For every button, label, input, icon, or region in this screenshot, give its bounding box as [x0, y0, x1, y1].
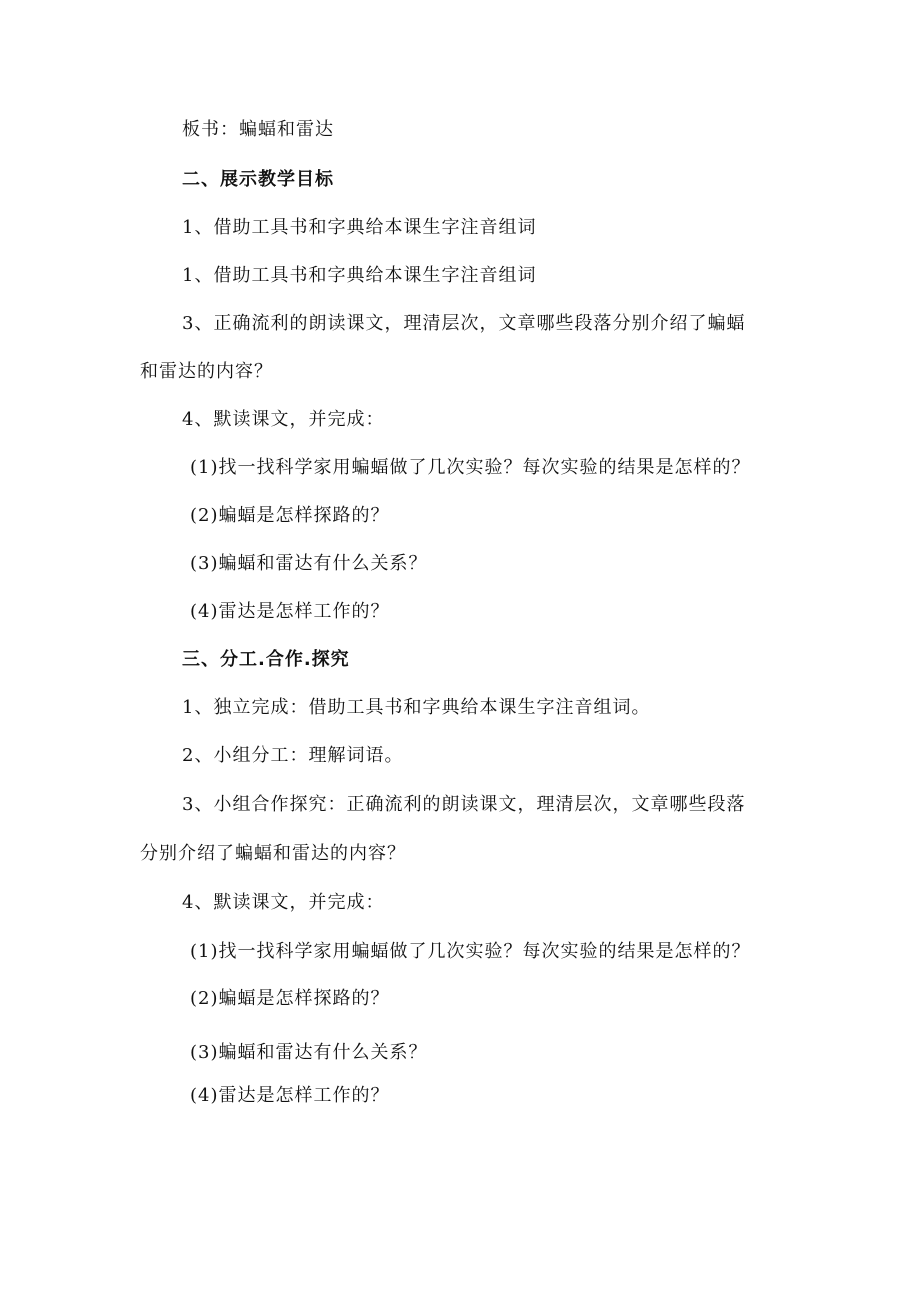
task-question-1: (1)找一找科学家用蝙蝠做了几次实验？每次实验的结果是怎样的？ [190, 941, 751, 962]
question-2: (2)蝙蝠是怎样探路的？ [190, 505, 390, 526]
goal-item-3-line1: 3、正确流利的朗读课文，理清层次，文章哪些段落分别介绍了蝙蝠 [182, 313, 746, 334]
task-item-3-line2: 分别介绍了蝙蝠和雷达的内容？ [140, 843, 406, 864]
board-note: 板书：蝙蝠和雷达 [182, 119, 334, 140]
task-question-2: (2)蝙蝠是怎样探路的？ [190, 988, 390, 1009]
task-item-4: 4、默读课文，并完成： [182, 892, 385, 913]
goal-item-1: 1、借助工具书和字典给本课生字注音组词 [182, 217, 537, 238]
goal-item-1b: 1、借助工具书和字典给本课生字注音组词 [182, 265, 537, 286]
task-question-3: (3)蝙蝠和雷达有什么关系？ [190, 1042, 428, 1063]
task-question-4: (4)雷达是怎样工作的？ [190, 1085, 390, 1106]
goal-item-3-line2: 和雷达的内容？ [140, 361, 273, 382]
task-item-3-line1: 3、小组合作探究：正确流利的朗读课文，理清层次，文章哪些段落 [182, 794, 746, 815]
question-3: (3)蝙蝠和雷达有什么关系？ [190, 553, 428, 574]
section-heading-2: 二、展示教学目标 [182, 169, 334, 190]
task-item-2: 2、小组分工：理解词语。 [182, 745, 404, 766]
task-item-1: 1、独立完成：借助工具书和字典给本课生字注音组词。 [182, 697, 651, 718]
goal-item-4: 4、默读课文，并完成： [182, 409, 385, 430]
question-4: (4)雷达是怎样工作的？ [190, 601, 390, 622]
question-1: (1)找一找科学家用蝙蝠做了几次实验？每次实验的结果是怎样的？ [190, 457, 751, 478]
section-heading-3: 三、分工.合作.探究 [182, 649, 350, 670]
